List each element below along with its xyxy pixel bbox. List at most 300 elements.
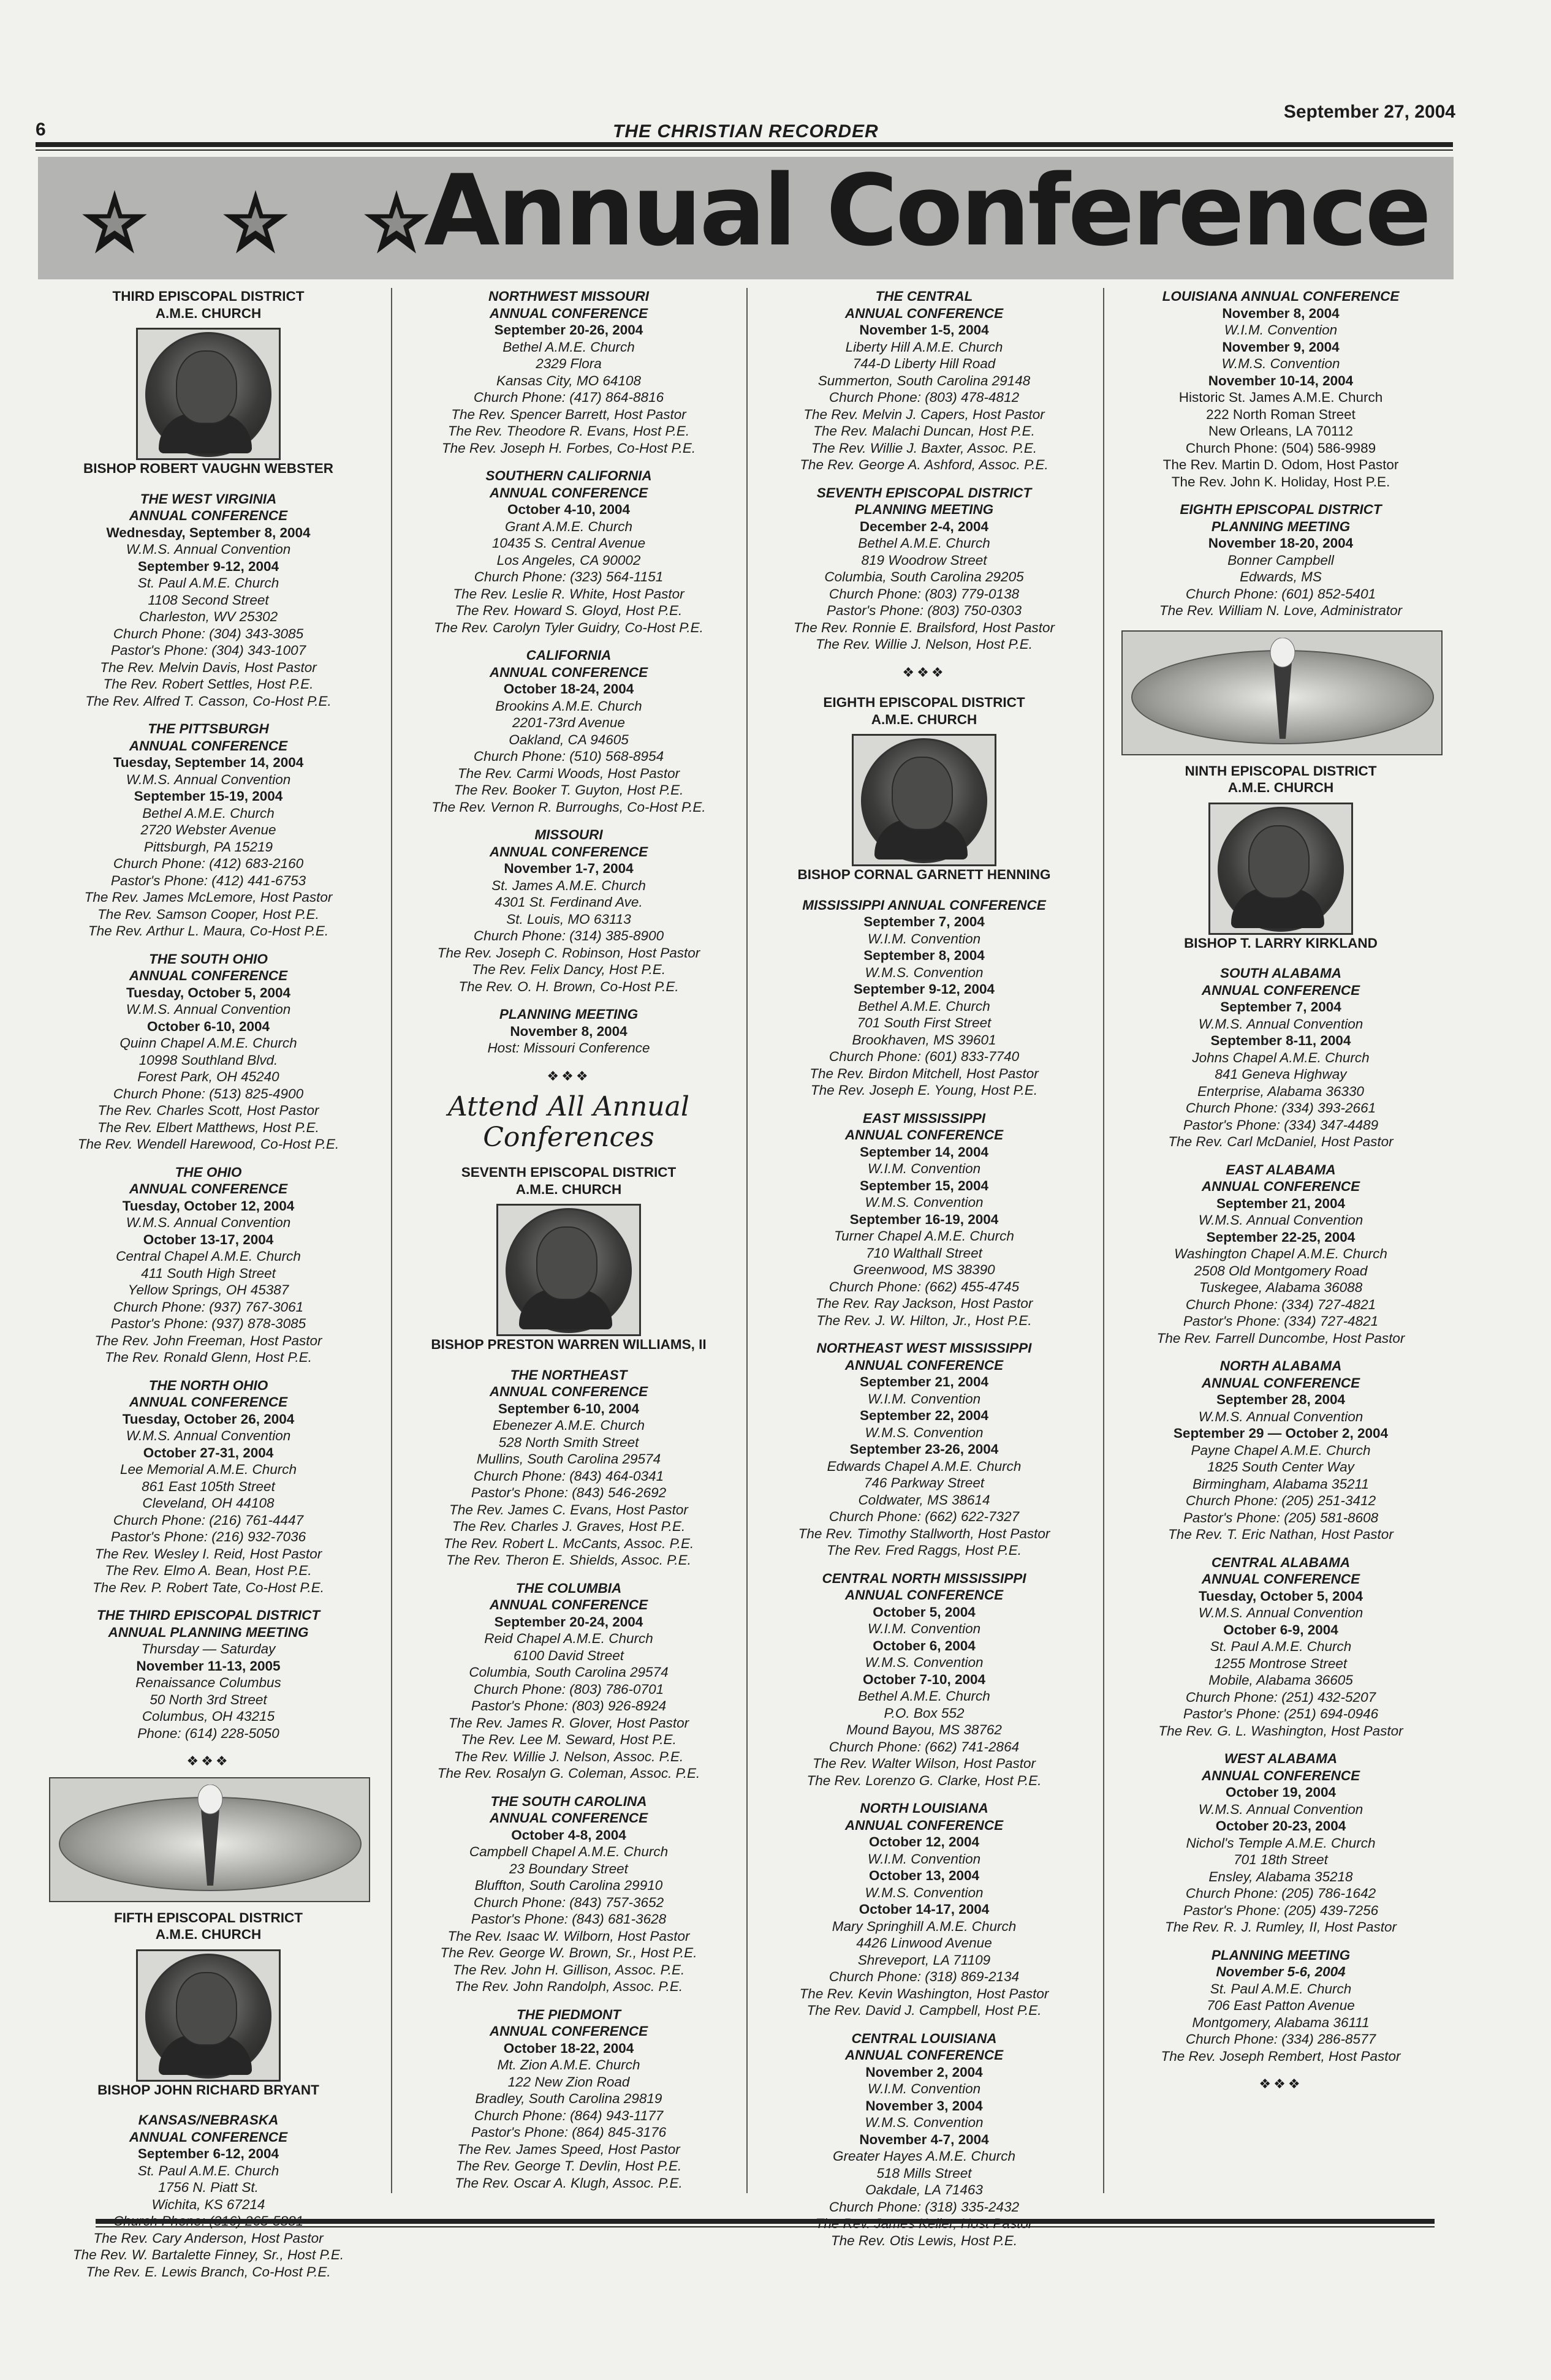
conference-detail: Pastor's Phone: (843) 681-3628 [471, 1911, 667, 1927]
conference-detail: W.M.S. Annual Convention [126, 1428, 291, 1443]
conference-detail: The Rev. Joseph Rembert, Host Pastor [1161, 2048, 1401, 2064]
conference-detail: W.M.S. Convention [865, 964, 984, 980]
conference-detail: The Rev. John Randolph, Assoc. P.E. [454, 1979, 683, 1994]
conference-list [49, 491, 368, 1742]
conference-detail: St. James A.M.E. Church [491, 877, 646, 893]
conference-block [409, 1006, 728, 1057]
conference-detail: The Rev. Elbert Matthews, Host P.E. [97, 1119, 319, 1135]
conference-title: ANNUAL CONFERENCE [1201, 1767, 1360, 1783]
conference-detail: W.M.S. Convention [865, 1195, 984, 1210]
conference-detail: The Rev. William N. Love, Administrator [1159, 603, 1403, 618]
conference-detail: The Rev. Wesley I. Reid, Host Pastor [94, 1546, 322, 1562]
conference-block [49, 491, 368, 710]
conference-detail: The Rev. Theodore R. Evans, Host P.E. [447, 423, 690, 439]
conference-detail: The Rev. James C. Evans, Host Pastor [449, 1502, 688, 1517]
conference-detail: W.I.M. Convention [1224, 322, 1338, 338]
conference-detail: Church Phone: (205) 786-1642 [1185, 1886, 1376, 1901]
conference-block [409, 1580, 728, 1782]
conference-detail: The Rev. George W. Brown, Sr., Host P.E. [440, 1945, 697, 1960]
conference-detail: The Rev. Elmo A. Bean, Host P.E. [105, 1563, 312, 1578]
conference-detail: Pastor's Phone: (205) 439-7256 [1183, 1902, 1379, 1918]
conference-detail: September 21, 2004 [859, 1374, 989, 1389]
conference-block [409, 2006, 728, 2192]
conference-detail: Bethel A.M.E. Church [858, 535, 990, 551]
conference-detail: 1756 N. Piatt St. [158, 2180, 259, 2195]
conference-detail: Church Phone: (843) 757-3652 [473, 1894, 664, 1910]
conference-detail: September 16-19, 2004 [849, 1211, 999, 1227]
conference-detail: Mound Bayou, MS 38762 [846, 1722, 1002, 1737]
conference-detail: The Rev. John K. Holiday, Host P.E. [1171, 474, 1390, 489]
conference-detail: The Rev. Ronnie E. Brailsford, Host Pastor [793, 619, 1055, 635]
globe-torch-image [1121, 630, 1443, 755]
conference-block [409, 288, 728, 456]
conference-detail: Pittsburgh, PA 15219 [143, 839, 273, 855]
conference-list [409, 1367, 728, 2192]
conference-detail: September 7, 2004 [863, 914, 985, 929]
conference-detail: Church Phone: (318) 869-2134 [829, 1969, 1020, 1984]
conference-detail: Church Phone: (323) 564-1151 [474, 569, 664, 584]
conference-detail: Bradley, South Carolina 29819 [475, 2091, 662, 2106]
conference-detail: W.I.M. Convention [867, 1621, 981, 1636]
conference-detail: The Rev. Rosalyn G. Coleman, Assoc. P.E. [437, 1766, 700, 1781]
conference-detail: Church Phone: (412) 683-2160 [113, 856, 304, 871]
conference-detail: Church Phone: (803) 478-4812 [829, 390, 1020, 405]
conference-detail: Pastor's Phone: (216) 932-7036 [110, 1529, 306, 1544]
conference-list [765, 897, 1083, 2250]
conference-detail: The Rev. David J. Campbell, Host P.E. [806, 2003, 1042, 2018]
conference-detail: September 14, 2004 [859, 1144, 989, 1160]
conference-detail: 710 Walthall Street [866, 1245, 982, 1261]
conference-detail: Columbus, OH 43215 [142, 1709, 275, 1724]
conference-detail: Pastor's Phone: (334) 727-4821 [1183, 1313, 1379, 1329]
conference-title: ANNUAL CONFERENCE [844, 1587, 1004, 1603]
ornament: ❖❖❖ [1259, 2076, 1303, 2091]
conference-detail: December 2-4, 2004 [859, 518, 989, 534]
conference-detail: W.M.S. Annual Convention [1198, 1801, 1363, 1817]
conference-block [49, 1164, 368, 1366]
conference-detail: The Rev. Walter Wilson, Host Pastor [812, 1756, 1036, 1771]
conference-detail: W.M.S. Annual Convention [1198, 1605, 1363, 1620]
conference-detail: W.I.M. Convention [867, 1851, 981, 1867]
column-3 [765, 288, 1083, 2260]
conference-detail: 1108 Second Street [148, 592, 269, 608]
conference-title: CENTRAL LOUISIANA [851, 2030, 997, 2046]
conference-detail: Bethel A.M.E. Church [858, 998, 990, 1014]
conference-detail: St. Paul A.M.E. Church [1210, 1981, 1352, 1997]
conference-block [765, 485, 1083, 653]
conference-detail: Los Angeles, CA 90002 [496, 552, 641, 568]
conference-detail: Tuesday, September 14, 2004 [113, 755, 304, 770]
conference-detail: November 8, 2004 [510, 1023, 628, 1039]
conference-block [409, 1793, 728, 1995]
conference-detail: September 21, 2004 [1216, 1195, 1346, 1211]
conference-detail: September 22-25, 2004 [1206, 1229, 1356, 1245]
conference-detail: Columbia, South Carolina 29574 [469, 1664, 669, 1680]
attend-callout [409, 1092, 728, 1153]
conference-detail: September 8, 2004 [863, 948, 985, 963]
conference-detail: Pastor's Phone: (864) 845-3176 [471, 2125, 667, 2140]
conference-block [1121, 1947, 1440, 2065]
conference-title: PLANNING MEETING [1211, 1947, 1351, 1963]
conference-detail: Mt. Zion A.M.E. Church [497, 2057, 640, 2072]
conference-detail: October 4-8, 2004 [511, 1827, 626, 1843]
conference-title: THE NORTH OHIO [148, 1377, 268, 1393]
conference-detail: W.I.M. Convention [867, 2081, 981, 2096]
conference-detail: Bonner Campbell [1227, 552, 1334, 568]
conference-detail: 2329 Flora [536, 356, 602, 371]
conference-detail: The Rev. G. L. Washington, Host Pastor [1158, 1723, 1403, 1739]
masthead: THE CHRISTIAN RECORDER [613, 121, 879, 142]
conference-list [409, 288, 728, 1057]
conference-detail: Quinn Chapel A.M.E. Church [119, 1035, 297, 1051]
conference-detail: Pastor's Phone: (843) 546-2692 [471, 1485, 667, 1500]
conference-detail: The Rev. W. Bartalette Finney, Sr., Host P.E. [72, 2247, 344, 2262]
conference-detail: W.I.M. Convention [867, 1161, 981, 1176]
conference-title: EAST ALABAMA [1226, 1162, 1336, 1177]
column-divider [391, 288, 392, 2193]
conference-detail: September 9-12, 2004 [137, 558, 279, 574]
conference-detail: 518 Mills Street [876, 2165, 972, 2181]
conference-detail: Host: Missouri Conference [487, 1040, 650, 1056]
conference-detail: The Rev. Howard S. Gloyd, Host P.E. [455, 603, 683, 618]
bishop-name: BISHOP ROBERT VAUGHN WEBSTER [83, 461, 333, 476]
conference-block [1121, 501, 1440, 619]
conference-title: ANNUAL CONFERENCE [1201, 1375, 1360, 1391]
conference-detail: The Rev. E. Lewis Branch, Co-Host P.E. [86, 2264, 331, 2280]
conference-detail: 841 Geneva Highway [1215, 1067, 1347, 1082]
conference-block [1121, 1554, 1440, 1740]
conference-title: ANNUAL CONFERENCE [129, 1181, 288, 1196]
conference-detail: W.M.S. Convention [865, 1884, 984, 1900]
conference-title: ANNUAL PLANNING MEETING [108, 1624, 309, 1640]
conference-block [765, 288, 1083, 474]
conference-detail: The Rev. Theron E. Shields, Assoc. P.E. [446, 1552, 691, 1568]
conference-detail: Church Phone: (417) 864-8816 [473, 390, 664, 405]
conference-block [765, 897, 1083, 1099]
conference-title: ANNUAL CONFERENCE [489, 1384, 648, 1399]
conference-detail: 2720 Webster Avenue [140, 822, 276, 837]
conference-detail: The Rev. Carmi Woods, Host Pastor [457, 765, 680, 781]
conference-detail: The Rev. Timothy Stallworth, Host Pastor [798, 1525, 1050, 1541]
conference-block [409, 826, 728, 995]
conference-detail: W.I.M. Convention [867, 1391, 981, 1407]
conference-detail: The Rev. Arthur L. Maura, Co-Host P.E. [88, 923, 329, 939]
conference-detail: 4301 St. Ferdinand Ave. [495, 894, 643, 910]
conference-detail: Church Phone: (662) 622-7327 [829, 1509, 1020, 1524]
conference-detail: Bethel A.M.E. Church [142, 805, 275, 821]
conference-detail: The Rev. Joseph E. Young, Host P.E. [810, 1082, 1038, 1098]
conference-block [49, 951, 368, 1153]
bishop-name: BISHOP JOHN RICHARD BRYANT [97, 2082, 319, 2098]
conference-detail: W.M.S. Convention [865, 2115, 984, 2130]
conference-detail: Nichol's Temple A.M.E. Church [1186, 1835, 1376, 1851]
conference-detail: 744-D Liberty Hill Road [852, 356, 996, 371]
conference-title: THE COLUMBIA [515, 1580, 622, 1596]
conference-detail: Church Phone: (334) 286-8577 [1185, 2031, 1376, 2047]
conference-detail: Johns Chapel A.M.E. Church [1192, 1049, 1370, 1065]
conference-detail: W.M.S. Annual Convention [126, 771, 291, 787]
conference-detail: Mary Springhill A.M.E. Church [832, 1918, 1017, 1934]
conference-detail: October 18-24, 2004 [503, 681, 634, 697]
conference-detail: Church Phone: (318) 335-2432 [829, 2199, 1020, 2215]
conference-detail: Forest Park, OH 45240 [137, 1069, 279, 1084]
conference-detail: Mobile, Alabama 36605 [1208, 1672, 1353, 1688]
conference-detail: Church Phone: (513) 825-4900 [113, 1086, 304, 1101]
conference-title: PLANNING MEETING [1211, 518, 1351, 534]
conference-detail: The Rev. Malachi Duncan, Host P.E. [813, 423, 1035, 439]
conference-detail: Church Phone: (803) 786-0701 [473, 1681, 664, 1697]
conference-detail: Brookins A.M.E. Church [495, 698, 642, 714]
conference-detail: The Rev. Willie J. Baxter, Assoc. P.E. [811, 440, 1037, 456]
conference-detail: November 4-7, 2004 [859, 2131, 989, 2147]
conference-title: MISSISSIPPI ANNUAL CONFERENCE [802, 897, 1046, 913]
column-divider [1103, 288, 1104, 2193]
conference-detail: St. Paul A.M.E. Church [1210, 1639, 1352, 1654]
bishop-portrait [136, 1949, 281, 2082]
conference-title: ANNUAL CONFERENCE [129, 508, 288, 523]
conference-detail: September 15, 2004 [859, 1177, 989, 1193]
conference-detail: 1825 South Center Way [1207, 1459, 1354, 1475]
conference-detail: Shreveport, LA 71109 [857, 1952, 991, 1968]
conference-block [1121, 1750, 1440, 1936]
conference-detail: October 20-23, 2004 [1215, 1818, 1346, 1834]
conference-title: ANNUAL CONFERENCE [844, 1127, 1004, 1143]
conference-title: ANNUAL CONFERENCE [489, 485, 648, 501]
bishop-name: BISHOP T. LARRY KIRKLAND [1184, 935, 1378, 951]
conference-detail: Montgomery, Alabama 36111 [1192, 2014, 1370, 2030]
attend-line: Conferences [483, 1122, 654, 1153]
conference-detail: Central Chapel A.M.E. Church [116, 1249, 301, 1264]
conference-block [765, 1110, 1083, 1329]
district-heading: EIGHTH EPISCOPAL DISTRICT [823, 695, 1025, 710]
conference-detail: The Rev. Carolyn Tyler Guidry, Co-Host P.E. [434, 619, 703, 635]
conference-detail: 1255 Montrose Street [1214, 1655, 1348, 1671]
conference-detail: The Rev. Lee M. Seward, Host P.E. [461, 1732, 677, 1747]
star-icon [222, 189, 289, 256]
conference-detail: The Rev. J. W. Hilton, Jr., Host P.E. [816, 1312, 1032, 1328]
conference-detail: Edwards Chapel A.M.E. Church [827, 1458, 1022, 1474]
conference-title: CENTRAL ALABAMA [1211, 1554, 1351, 1570]
conference-block [409, 647, 728, 815]
conference-detail: Liberty Hill A.M.E. Church [845, 339, 1003, 355]
conference-title: ANNUAL CONFERENCE [489, 1810, 648, 1826]
conference-title: THE THIRD EPISCOPAL DISTRICT [96, 1607, 320, 1623]
conference-detail: The Rev. Spencer Barrett, Host Pastor [451, 406, 686, 422]
conference-title: THE OHIO [175, 1164, 242, 1180]
district-heading: FIFTH EPISCOPAL DISTRICT [114, 1910, 303, 1925]
conference-detail: The Rev. John Freeman, Host Pastor [94, 1332, 322, 1348]
conference-title: PLANNING MEETING [854, 502, 994, 517]
conference-detail: Historic St. James A.M.E. Church [1178, 390, 1383, 405]
conference-detail: October 6-10, 2004 [146, 1018, 270, 1034]
star-icon [363, 189, 430, 256]
bishop-portrait [852, 734, 996, 866]
conference-detail: Columbia, South Carolina 29205 [824, 569, 1024, 584]
conference-detail: Kansas City, MO 64108 [496, 372, 641, 388]
conference-detail: W.M.S. Annual Convention [1198, 1212, 1363, 1228]
conference-title: MISSOURI [534, 827, 603, 842]
conference-detail: The Rev. Oscar A. Klugh, Assoc. P.E. [455, 2175, 683, 2191]
conference-title: SOUTH ALABAMA [1220, 965, 1341, 981]
ornament: ❖❖❖ [186, 1753, 230, 1769]
conference-block [1121, 1358, 1440, 1543]
conference-detail: Summerton, South Carolina 29148 [817, 372, 1031, 388]
conference-title: ANNUAL CONFERENCE [844, 1817, 1004, 1833]
conference-block [765, 1340, 1083, 1559]
conference-detail: The Rev. Fred Raggs, Host P.E. [826, 1543, 1022, 1558]
conference-detail: Church Phone: (510) 568-8954 [473, 749, 664, 764]
conference-title: SEVENTH EPISCOPAL DISTRICT [816, 485, 1032, 501]
conference-detail: The Rev. Kevin Washington, Host Pastor [799, 1985, 1049, 2001]
conference-title: THE SOUTH OHIO [149, 951, 268, 967]
conference-detail: Church Phone: (662) 741-2864 [829, 1739, 1020, 1755]
conference-title: THE WEST VIRGINIA [140, 491, 277, 507]
conference-detail: The Rev. Alfred T. Casson, Co-Host P.E. [85, 693, 332, 709]
conference-detail: October 6, 2004 [873, 1638, 976, 1653]
conference-title: ANNUAL CONFERENCE [489, 305, 648, 321]
conference-detail: Edwards, MS [1240, 569, 1322, 584]
conference-title: PLANNING MEETING [499, 1007, 639, 1022]
conference-title: CENTRAL NORTH MISSISSIPPI [822, 1570, 1026, 1586]
conference-detail: 222 North Roman Street [1206, 406, 1356, 422]
conference-detail: The Rev. Charles Scott, Host Pastor [97, 1103, 319, 1118]
conference-detail: 701 South First Street [857, 1015, 992, 1030]
conference-detail: Church Phone: (251) 432-5207 [1185, 1689, 1376, 1705]
conference-block [765, 1800, 1083, 2019]
conference-detail: September 22, 2004 [859, 1408, 989, 1423]
conference-detail: November 11-13, 2005 [136, 1658, 281, 1674]
conference-detail: 706 East Patton Avenue [1207, 1998, 1355, 2013]
conference-detail: Tuesday, October 26, 2004 [122, 1411, 295, 1427]
conference-list [1121, 965, 1440, 2065]
conference-detail: September 6-12, 2004 [137, 2146, 279, 2161]
conference-detail: The Rev. George A. Ashford, Assoc. P.E. [800, 457, 1049, 472]
conference-detail: The Rev. Robert L. McCants, Assoc. P.E. [443, 1535, 694, 1551]
district-heading: A.M.E. CHURCH [871, 711, 977, 727]
conference-detail: Church Phone: (504) 586-9989 [1185, 440, 1376, 456]
conference-detail: 122 New Zion Road [507, 2074, 630, 2090]
conference-detail: The Rev. T. Eric Nathan, Host Pastor [1168, 1527, 1394, 1542]
header-rule [36, 142, 1453, 147]
conference-block [49, 1607, 368, 1742]
conference-detail: The Rev. Farrell Duncombe, Host Pastor [1156, 1330, 1405, 1346]
conference-detail: W.M.S. Convention [865, 1655, 984, 1670]
conference-detail: The Rev. Willie J. Nelson, Host P.E. [815, 637, 1033, 652]
footer-rule-thin [96, 2226, 1435, 2227]
district-heading: A.M.E. CHURCH [1227, 780, 1334, 795]
conference-title: ANNUAL CONFERENCE [844, 2047, 1004, 2063]
attend-line: Attend All Annual [448, 1091, 689, 1122]
conference-title: November 5-6, 2004 [1216, 1964, 1346, 1979]
conference-detail: Oakdale, LA 71463 [865, 2182, 983, 2197]
conference-detail: November 10-14, 2004 [1208, 372, 1354, 388]
conference-title: ANNUAL CONFERENCE [489, 2023, 648, 2039]
conference-detail: Mullins, South Carolina 29574 [476, 1451, 661, 1467]
conference-title: THE NORTHEAST [510, 1367, 628, 1383]
conference-detail: Oakland, CA 94605 [509, 731, 629, 747]
conference-detail: November 3, 2004 [865, 2098, 983, 2114]
conference-detail: Greenwood, MS 38390 [853, 1262, 995, 1277]
conference-detail: Tuesday, October 12, 2004 [122, 1198, 295, 1214]
conference-detail: The Rev. George T. Devlin, Host P.E. [455, 2158, 682, 2174]
conference-detail: W.M.S. Annual Convention [126, 1215, 291, 1230]
conference-detail: September 23-26, 2004 [849, 1441, 999, 1457]
district-heading: NINTH EPISCOPAL DISTRICT [1185, 763, 1377, 779]
conference-title: ANNUAL CONFERENCE [129, 2129, 288, 2145]
district-heading: THIRD EPISCOPAL DISTRICT [112, 289, 305, 304]
conference-detail: Charleston, WV 25302 [138, 609, 278, 624]
conference-detail: St. Paul A.M.E. Church [137, 2163, 279, 2178]
conference-detail: October 19, 2004 [1225, 1785, 1337, 1800]
conference-detail: Ebenezer A.M.E. Church [492, 1418, 645, 1433]
conference-title: ANNUAL CONFERENCE [844, 305, 1004, 321]
conference-detail: Payne Chapel A.M.E. Church [1191, 1442, 1371, 1458]
bishop-name: BISHOP CORNAL GARNETT HENNING [797, 867, 1051, 882]
conference-detail: The Rev. Birdon Mitchell, Host Pastor [810, 1065, 1039, 1081]
globe-torch-image [49, 1777, 370, 1902]
conference-detail: The Rev. R. J. Rumley, II, Host Pastor [1164, 1919, 1397, 1935]
conference-block [49, 720, 368, 940]
conference-detail: Pastor's Phone: (803) 750-0303 [826, 603, 1022, 618]
conference-title: NORTHEAST WEST MISSISSIPPI [816, 1340, 1032, 1356]
conference-detail: 23 Boundary Street [509, 1861, 628, 1876]
column-4 [1121, 288, 1440, 2093]
conference-title: NORTH LOUISIANA [860, 1800, 988, 1816]
conference-detail: October 27-31, 2004 [143, 1445, 274, 1460]
conference-detail: Pastor's Phone: (205) 581-8608 [1183, 1509, 1379, 1525]
conference-title: EIGHTH EPISCOPAL DISTRICT [1180, 502, 1382, 517]
conference-detail: The Rev. Samson Cooper, Host P.E. [97, 906, 319, 922]
ornament: ❖❖❖ [902, 664, 946, 680]
conference-detail: Renaissance Columbus [135, 1675, 281, 1690]
conference-detail: October 13-17, 2004 [143, 1231, 274, 1247]
conference-detail: Church Phone: (601) 852-5401 [1185, 586, 1376, 602]
conference-detail: The Rev. Melvin Davis, Host Pastor [100, 659, 317, 675]
conference-detail: Washington Chapel A.M.E. Church [1174, 1246, 1387, 1261]
conference-detail: Yellow Springs, OH 45387 [127, 1282, 289, 1298]
conference-title: LOUISIANA ANNUAL CONFERENCE [1162, 289, 1400, 304]
conference-title: CALIFORNIA [526, 648, 612, 663]
conference-detail: October 4-10, 2004 [507, 502, 631, 517]
bishop-portrait [136, 328, 281, 460]
conference-detail: Ensley, Alabama 35218 [1208, 1868, 1353, 1884]
conference-detail: Wichita, KS 67214 [151, 2196, 265, 2212]
conference-detail: The Rev. Lorenzo G. Clarke, Host P.E. [806, 1772, 1042, 1788]
conference-detail: Tuesday, October 5, 2004 [1198, 1588, 1363, 1604]
conference-detail: Tuesday, October 5, 2004 [126, 984, 291, 1000]
conference-detail: Bluffton, South Carolina 29910 [474, 1878, 663, 1893]
conference-detail: Church Phone: (334) 393-2661 [1185, 1100, 1376, 1116]
bishop-portrait [1208, 803, 1353, 935]
conference-block [409, 1367, 728, 1569]
conference-detail: September 7, 2004 [1220, 999, 1341, 1014]
conference-detail: The Rev. Vernon R. Burroughs, Co-Host P.E. [431, 799, 706, 815]
conference-detail: November 18-20, 2004 [1208, 535, 1354, 551]
conference-detail: Enterprise, Alabama 36330 [1197, 1083, 1364, 1099]
conference-detail: Coldwater, MS 38614 [858, 1492, 990, 1508]
conference-detail: November 9, 2004 [1222, 339, 1340, 355]
conference-detail: October 7-10, 2004 [862, 1671, 986, 1687]
conference-detail: The Rev. Robert Settles, Host P.E. [103, 676, 314, 692]
conference-detail: The Rev. P. Robert Tate, Co-Host P.E. [92, 1579, 325, 1595]
conference-detail: Pastor's Phone: (334) 347-4489 [1183, 1117, 1379, 1133]
conference-detail: W.M.S. Annual Convention [1198, 1408, 1363, 1424]
conference-title: THE PITTSBURGH [148, 721, 269, 736]
conference-detail: 701 18th Street [1234, 1852, 1328, 1867]
conference-detail: The Rev. Joseph H. Forbes, Co-Host P.E. [441, 440, 696, 456]
conference-block [409, 467, 728, 636]
conference-detail: Church Phone: (937) 767-3061 [113, 1299, 304, 1315]
